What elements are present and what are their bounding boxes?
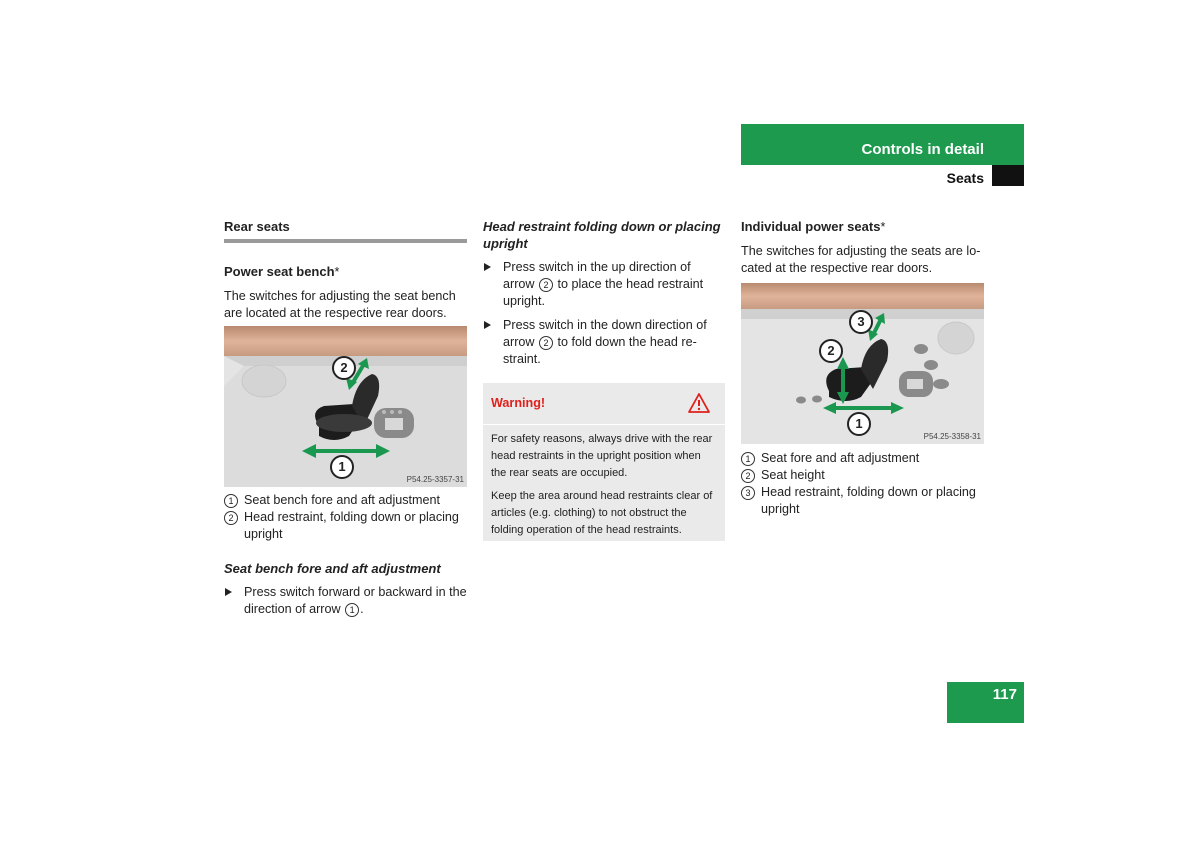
arrow-2-marker: 2 bbox=[819, 339, 843, 363]
arrow-3-marker: 3 bbox=[849, 310, 873, 334]
legend-number: 1 bbox=[741, 452, 755, 466]
step-end: . bbox=[360, 602, 364, 616]
step-fore-aft bbox=[224, 584, 467, 618]
power-seat-bench-label: Power seat bench bbox=[224, 264, 335, 279]
subsection-title: Seats bbox=[946, 170, 984, 186]
individual-power-seats-label: Individual power seats bbox=[741, 219, 881, 234]
step-up bbox=[483, 259, 725, 310]
figure-code: P54.25-3358-31 bbox=[923, 432, 981, 441]
legend-item-1 bbox=[224, 492, 467, 509]
optional-mark: * bbox=[334, 265, 340, 279]
step-text: Press switch forward or backward in the direction of arrow bbox=[244, 585, 467, 616]
step-text: Press switch in the up direction of arrow bbox=[503, 260, 691, 291]
legend-text: Head restraint, folding down or placing upright bbox=[761, 485, 976, 516]
legend-item-2 bbox=[224, 509, 467, 543]
heading-rule bbox=[224, 239, 467, 243]
intro-text: The switches for adjusting the seats are lo-cated at the respective rear doors. bbox=[741, 244, 981, 275]
step-arrow-number: 1 bbox=[345, 603, 359, 617]
bullet-arrow-icon bbox=[225, 588, 232, 596]
rear-seats-heading: Rear seats bbox=[224, 219, 290, 234]
warning-paragraph-2: Keep the area around head restraints clear of articles (e.g. clothing) to not obstruct the folding operation of the head restraints. bbox=[491, 490, 713, 536]
column-2 bbox=[483, 218, 725, 368]
bullet-arrow-icon bbox=[484, 321, 491, 329]
legend-text: Seat height bbox=[761, 468, 825, 482]
legend-item-2 bbox=[741, 467, 984, 484]
step-text-end: to place the head restraint upright. bbox=[503, 277, 704, 308]
step-arrow-number: 2 bbox=[539, 336, 553, 350]
bullet-arrow-icon bbox=[484, 263, 491, 271]
legend-item-3 bbox=[741, 484, 984, 518]
legend-number: 1 bbox=[224, 494, 238, 508]
legend-text: Seat bench fore and aft adjustment bbox=[244, 493, 441, 507]
section-title: Controls in detail bbox=[861, 141, 984, 158]
column-1-lower bbox=[224, 492, 467, 618]
intro-text: The switches for adjusting the seat bench are located at the respective rear doors. bbox=[224, 289, 456, 320]
step-down bbox=[483, 317, 725, 368]
optional-mark: * bbox=[880, 220, 886, 234]
legend-text: Seat fore and aft adjustment bbox=[761, 451, 920, 465]
arrow-1-marker: 1 bbox=[847, 412, 871, 436]
step-arrow-number: 2 bbox=[539, 278, 553, 292]
column-3-legend bbox=[741, 450, 984, 518]
warning-paragraph-1: For safety reasons, always drive with the rear head restraints in the upright position when the rear seats are occupied. bbox=[491, 433, 713, 479]
column-1 bbox=[224, 218, 467, 322]
legend-text: Head restraint, folding down or placing upright bbox=[244, 510, 459, 541]
step-text-end: to fold down the head re-straint. bbox=[503, 335, 697, 366]
warning-triangle-icon bbox=[687, 392, 711, 414]
arrow-1-marker: 1 bbox=[330, 455, 354, 479]
head-restraint-heading: Head restraint folding down or placing upright bbox=[483, 219, 721, 251]
warning-title: Warning! bbox=[491, 396, 546, 410]
column-3 bbox=[741, 218, 984, 277]
legend-number: 2 bbox=[741, 469, 755, 483]
warning-box bbox=[483, 383, 725, 541]
legend-item-1 bbox=[741, 450, 984, 467]
power-seat-bench-heading bbox=[224, 263, 467, 281]
seat-bench-figure bbox=[224, 326, 467, 487]
individual-seat-figure bbox=[741, 283, 984, 444]
fore-aft-heading: Seat bench fore and aft adjustment bbox=[224, 561, 441, 576]
page-number: 117 bbox=[992, 686, 1017, 703]
individual-power-seats-heading bbox=[741, 218, 984, 236]
warning-body bbox=[483, 425, 725, 551]
step-text: Press switch in the down direction of arrow bbox=[503, 318, 707, 349]
warning-header bbox=[483, 383, 725, 425]
legend-number: 3 bbox=[741, 486, 755, 500]
arrow-2-marker: 2 bbox=[332, 356, 356, 380]
figure-code: P54.25-3357-31 bbox=[406, 475, 464, 484]
header-marker bbox=[992, 165, 1024, 186]
legend-number: 2 bbox=[224, 511, 238, 525]
